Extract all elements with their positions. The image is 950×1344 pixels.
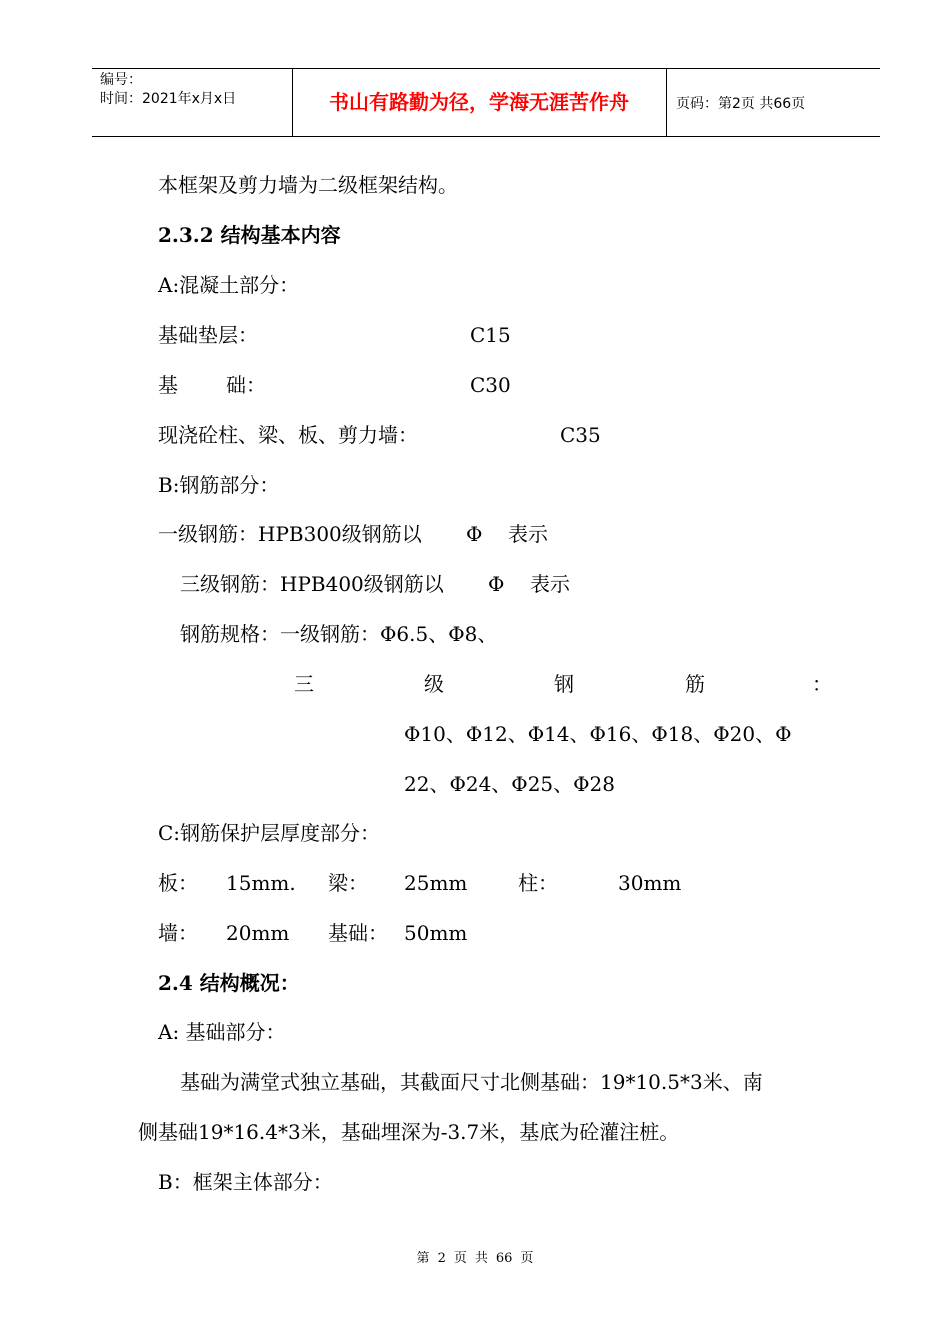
cover-column-value: 30mm bbox=[618, 871, 682, 895]
steel-grade3-label: 三级钢筋：HPB400级钢筋以 bbox=[180, 572, 444, 596]
spread-char: 筋 bbox=[685, 672, 705, 696]
steel-grade1-suffix: 表示 bbox=[508, 522, 548, 546]
cover-foundation-label: 基础： bbox=[328, 921, 388, 945]
intro-line: 本框架及剪力墙为二级框架结构。 bbox=[158, 173, 458, 197]
steel-spec-grade3-line2: 22、Φ24、Φ25、Φ28 bbox=[404, 772, 615, 796]
c30-label-part2: 础： bbox=[226, 373, 266, 397]
cover-beam-label: 梁： bbox=[328, 871, 368, 895]
footer-di: 第 bbox=[416, 1251, 430, 1266]
c35-label: 现浇砼柱、梁、板、剪力墙： bbox=[158, 423, 418, 447]
concrete-heading: A:混凝土部分： bbox=[158, 273, 300, 297]
cover-wall-value: 20mm bbox=[226, 921, 290, 945]
footer-total-pages: 66 bbox=[495, 1251, 513, 1266]
section-heading-2-4: 2.4 结构概况： bbox=[158, 971, 300, 995]
page-header bbox=[92, 68, 880, 137]
steel-heading: B:钢筋部分： bbox=[158, 473, 280, 497]
section-heading-2-3-2: 2.3.2 结构基本内容 bbox=[158, 223, 341, 247]
page-footer bbox=[0, 1247, 950, 1266]
steel-grade3-suffix: 表示 bbox=[530, 572, 570, 596]
steel-spec-grade3-line1: Φ10、Φ12、Φ14、Φ16、Φ18、Φ20、Φ bbox=[404, 722, 792, 746]
spread-char: 级 bbox=[424, 672, 444, 696]
steel-grade1-label: 一级钢筋：HPB300级钢筋以 bbox=[158, 522, 422, 546]
spread-char: ： bbox=[812, 672, 832, 696]
c30-label-part1: 基 bbox=[158, 373, 178, 397]
foundation-paragraph-line1: 基础为满堂式独立基础，其截面尺寸北侧基础：19*10.5*3米、南 bbox=[180, 1070, 763, 1094]
cover-wall-label: 墙： bbox=[158, 921, 198, 945]
foundation-heading: A: 基础部分： bbox=[158, 1020, 286, 1044]
steel-grade1-symbol: Φ bbox=[466, 522, 483, 546]
spread-char: 钢 bbox=[554, 672, 574, 696]
c35-value: C35 bbox=[560, 423, 601, 447]
spread-char: 三 bbox=[294, 672, 314, 696]
footer-gong: 共 bbox=[474, 1251, 488, 1266]
c15-value: C15 bbox=[470, 323, 511, 347]
c15-label: 基础垫层： bbox=[158, 323, 258, 347]
footer-ye: 页 bbox=[520, 1251, 534, 1266]
header-meta bbox=[100, 71, 236, 109]
doc-time-label: 时间：2021年x月x日 bbox=[100, 91, 237, 107]
footer-ye: 页 bbox=[453, 1251, 467, 1266]
footer-page-number: 2 bbox=[437, 1251, 446, 1266]
steel-grade3-symbol: Φ bbox=[488, 572, 505, 596]
cover-slab-label: 板： bbox=[158, 871, 198, 895]
header-divider-2 bbox=[666, 69, 667, 136]
cover-foundation-value: 50mm bbox=[404, 921, 468, 945]
header-page-label: 页码：第2页 共66页 bbox=[676, 96, 806, 112]
c30-value: C30 bbox=[470, 373, 511, 397]
cover-slab-value: 15mm. bbox=[226, 871, 296, 895]
cover-heading: C:钢筋保护层厚度部分： bbox=[158, 821, 381, 845]
header-slogan: 书山有路勤为径，学海无涯苦作舟 bbox=[329, 90, 629, 114]
doc-number-label: 编号： bbox=[100, 72, 142, 88]
foundation-paragraph-line2: 侧基础19*16.4*3米，基础埋深为-3.7米，基底为砼灌注桩。 bbox=[138, 1120, 680, 1144]
frame-heading: B：框架主体部分： bbox=[158, 1170, 333, 1194]
cover-beam-value: 25mm bbox=[404, 871, 468, 895]
cover-column-label: 柱： bbox=[518, 871, 558, 895]
steel-spec-line: 钢筋规格：一级钢筋：Φ6.5、Φ8、 bbox=[180, 622, 498, 646]
